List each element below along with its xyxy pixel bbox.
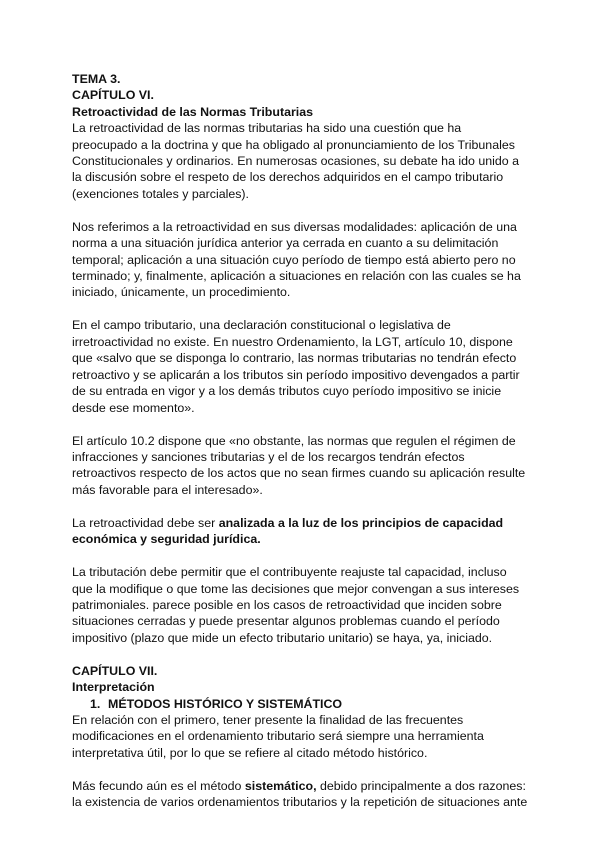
principios-text: La retroactividad debe ser [72, 515, 219, 530]
paragraph-tributacion: La tributación debe permitir que el contribuyente reajuste tal capacidad, incluso que la modifique o que tome las decisiones que mejor convengan a sus intereses patrimoniales. parece posible en los casos de retroactividad que inciden sobre situaciones cerradas y puede presentar algunos problemas cuando el período impositivo (plazo que mide un efecto tributario unitario) se haya, ya, iniciado. [72, 565, 520, 645]
paragraph-modalidades: Nos referimos a la retroactividad en sus diversas modalidades: aplicación de una norma a una situación jurídica anterior ya cerrada en cuanto a su delimitación temporal; aplicación a una situación cuyo período de tiempo está abierto pero no terminado; y, finalmente, aplicación a situaciones en relación con las cuales se ha iniciado, únicamente, un procedimiento. [72, 219, 521, 300]
sistematico-text-post: debido principalmente a dos razones: la existencia de varios ordenamientos tributarios y la repetición de situaciones ante [72, 778, 528, 810]
paragraph-metodo-historico: En relación con el primero, tener presente la finalidad de las frecuentes modificaciones en el ordenamiento tributario será siempre una herramienta interpretativa útil, por lo que se refiere al citado método histórico. [72, 712, 484, 760]
paragraph-retroactividad-intro: La retroactividad de las normas tributarias ha sido una cuestión que ha preocupado a la doctrina y que ha obligado al pronunciamiento de los Tribunales Constitucionales y ordinarios. En numerosas ocasiones, su debate ha ido unido a la discusión sobre el respeto de los derechos adquiridos en el campo tributario (exenciones totales y parciales). [72, 121, 520, 201]
paragraph-articulo-10-2: El artículo 10.2 dispone que «no obstante, las normas que regulen el régimen de infracciones y sanciones tributarias y el de los recargos tendrán efectos retroactivos respecto de los actos que no sean firmes cuando su aplicación resulte más favorable para el interesado». [72, 433, 526, 497]
principios-bold-text: analizada a la luz de los principios de capacidad económica y seguridad jurídica. [72, 515, 504, 547]
document-page [72, 71, 528, 811]
section-1-number: 1. [90, 696, 101, 711]
paragraph-campo-tributario: En el campo tributario, una declaración constitucional o legislativa de irretroactividad no existe. En nuestro Ordenamiento, la LGT, artículo 10, dispone que «salvo que se disponga lo contrario, las normas tributarias no tendrán efecto retroactivo y se aplicarán a los tributos sin período impositivo devengados a partir de su entrada en vigor y a los demás tributos cuyo período impositivo se inicie desde ese momento». [72, 318, 520, 415]
tema-heading: TEMA 3. [72, 72, 121, 86]
paragraph-principios [72, 515, 528, 548]
paragraph-metodo-sistematico [72, 778, 528, 811]
chapter-7-subtitle: Interpretación [72, 680, 155, 695]
chapter-6-title: CAPÍTULO VI. [72, 88, 154, 103]
section-1-title: MÉTODOS HISTÓRICO Y SISTEMÁTICO [108, 696, 343, 711]
section-1-heading [72, 696, 528, 712]
sistematico-text-pre: Más fecundo aún es el método [72, 778, 245, 793]
chapter-7-title: CAPÍTULO VII. [72, 663, 158, 678]
chapter-6-subtitle: Retroactividad de las Normas Tributarias [72, 104, 314, 119]
sistematico-bold-text: sistemático, [244, 778, 317, 793]
